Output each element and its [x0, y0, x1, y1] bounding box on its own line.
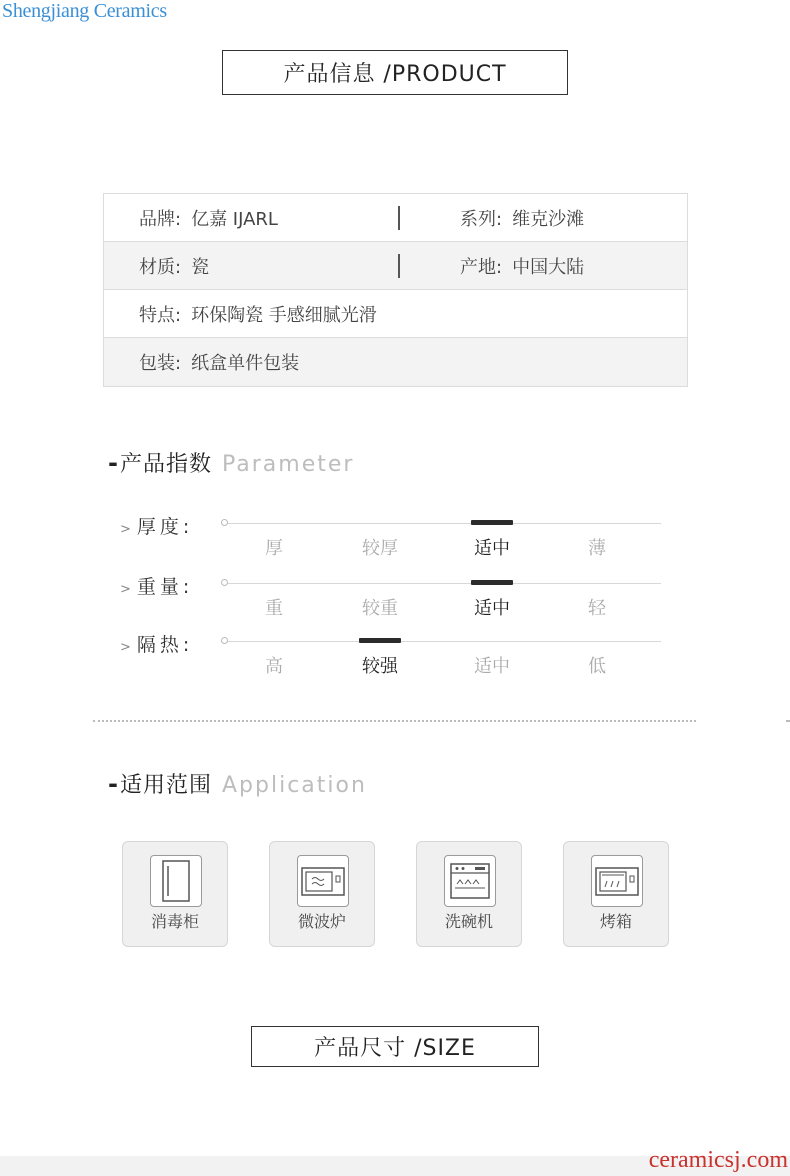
scale-selected-marker: [471, 520, 513, 525]
chevron-right-icon: >: [120, 640, 131, 655]
scale-option: 厚: [265, 538, 283, 559]
scale-option: 适中: [474, 656, 510, 677]
application-title-en: Application: [221, 773, 367, 798]
scale-track: [224, 641, 661, 642]
application-title-cn: 适用范围: [119, 773, 212, 798]
material-key: 材质:: [139, 256, 182, 278]
brand-key: 品牌:: [139, 208, 182, 230]
origin-key: 产地:: [460, 256, 503, 278]
scale-option: 重: [265, 598, 283, 619]
chevron-right-icon: >: [120, 522, 131, 537]
scale-option-selected: 适中: [474, 598, 510, 619]
scale-start-dot: [221, 579, 228, 586]
application-card-disinfection-cabinet: [122, 841, 228, 947]
dotted-divider: [93, 720, 696, 722]
feature-key: 特点:: [139, 304, 182, 326]
parameter-row: [120, 572, 665, 632]
dotted-divider-end: [786, 720, 790, 722]
scale-track: [224, 523, 661, 524]
parameter-label-text: 重量:: [136, 576, 194, 598]
scale-selected-marker: [471, 580, 513, 585]
product-info-title: 产品信息 /PRODUCT: [222, 50, 568, 95]
material-cell: [139, 242, 209, 289]
application-label: 消毒柜: [150, 912, 199, 931]
watermark-top: Shengjiang Ceramics: [2, 0, 167, 22]
product-info-table: [103, 193, 688, 387]
packaging-key: 包装:: [139, 353, 182, 374]
size-title: 产品尺寸 /SIZE: [251, 1026, 539, 1067]
info-row-packaging: [104, 338, 687, 386]
info-row-brand: [104, 194, 687, 242]
scale-option: 轻: [588, 598, 606, 619]
scale-start-dot: [221, 637, 228, 644]
parameter-heading: [108, 447, 354, 478]
material-value: 瓷: [191, 256, 210, 278]
parameter-label: [120, 572, 193, 599]
origin-value: 中国大陆: [512, 256, 585, 278]
series-cell: [460, 194, 584, 241]
parameter-title-cn: 产品指数: [119, 452, 212, 477]
application-heading: [108, 768, 367, 799]
oven-icon: [591, 855, 643, 907]
parameter-row: [120, 512, 665, 572]
watermark-bottom: ceramicsj.com: [648, 1147, 788, 1173]
microwave-icon: [297, 855, 349, 907]
disinfection-cabinet-icon: [150, 855, 202, 907]
application-card-dishwasher: [416, 841, 522, 947]
scale-option: 高: [265, 656, 283, 677]
heading-dash: -: [108, 449, 118, 477]
origin-cell: [460, 242, 584, 289]
scale-track: [224, 583, 661, 584]
parameter-label: [120, 630, 193, 657]
parameter-label: [120, 512, 193, 539]
scale-option-selected: 较强: [362, 656, 398, 677]
scale-option: 较重: [362, 598, 398, 619]
packaging-cell: [139, 338, 299, 386]
parameter-title-en: Parameter: [221, 452, 355, 477]
scale-option-selected: 适中: [474, 538, 510, 559]
scale-option: 低: [588, 656, 606, 677]
scale-option: 较厚: [362, 538, 398, 559]
chevron-right-icon: >: [120, 582, 131, 597]
feature-cell: [139, 290, 377, 337]
brand-value: 亿嘉 IJARL: [191, 208, 278, 230]
heading-dash: -: [108, 770, 118, 798]
parameter-row: [120, 630, 665, 690]
info-row-material: [104, 242, 687, 290]
dishwasher-icon: [444, 855, 496, 907]
scale-selected-marker: [359, 638, 401, 643]
parameter-label-text: 厚度:: [136, 516, 194, 538]
packaging-value: 纸盒单件包装: [191, 353, 300, 374]
series-key: 系列:: [460, 208, 503, 230]
application-label: 微波炉: [297, 912, 346, 931]
application-card-microwave: [269, 841, 375, 947]
scale-start-dot: [221, 519, 228, 526]
column-divider: [398, 206, 400, 230]
column-divider: [398, 254, 400, 278]
application-label: 烤箱: [599, 912, 632, 931]
feature-value: 环保陶瓷 手感细腻光滑: [191, 304, 377, 326]
info-row-feature: [104, 290, 687, 338]
parameter-label-text: 隔热:: [136, 634, 194, 656]
series-value: 维克沙滩: [512, 208, 585, 230]
scale-option: 薄: [588, 538, 606, 559]
application-card-oven: [563, 841, 669, 947]
application-label: 洗碗机: [444, 912, 493, 931]
brand-cell: [139, 194, 278, 241]
